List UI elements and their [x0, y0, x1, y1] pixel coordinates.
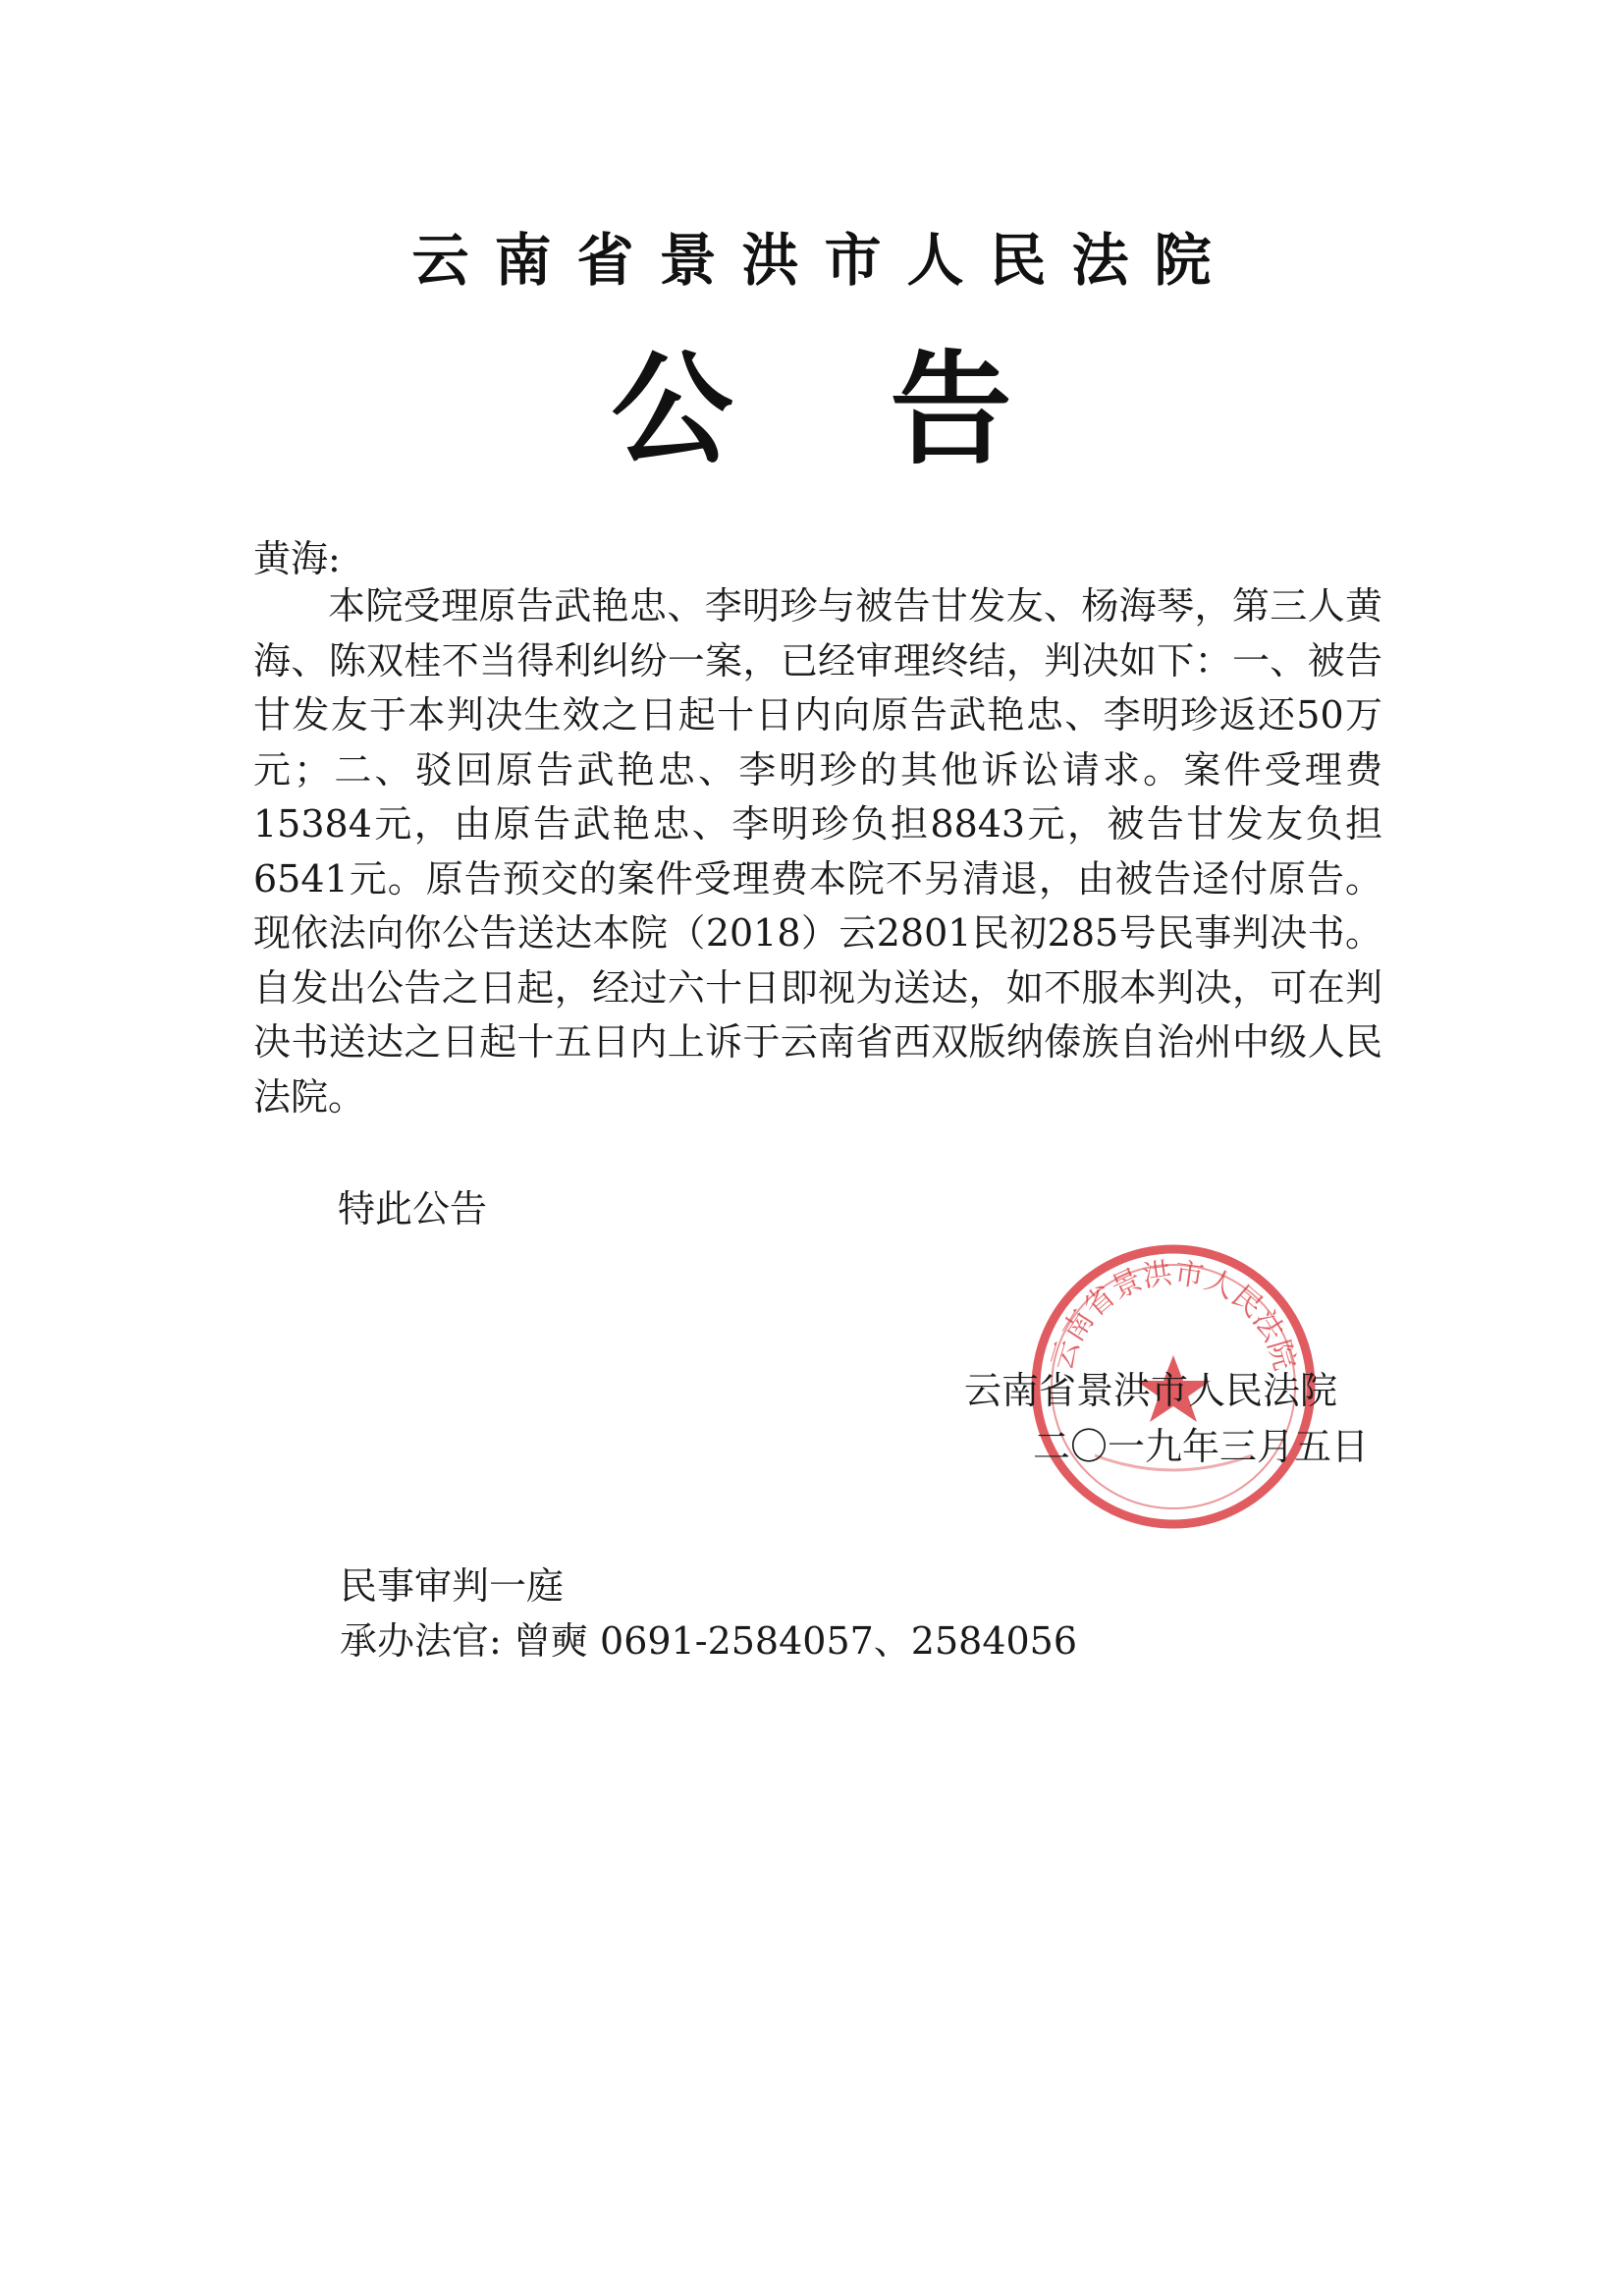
recipient: 黄海:	[253, 537, 341, 580]
seal-text: 云南省景洪市人民法院	[1045, 1256, 1302, 1375]
judge-name: 曾奭	[513, 1619, 588, 1663]
judge-label: 承办法官:	[340, 1619, 502, 1663]
court-name-header: 云南省景洪市人民法院	[411, 227, 1237, 294]
signature-date: 二〇一九年三月五日	[1033, 1425, 1370, 1468]
signature-court: 云南省景洪市人民法院	[964, 1369, 1338, 1412]
notice-body: 本院受理原告武艳忠、李明珍与被告甘发友、杨海琴，第三人黄海、陈双桂不当得利纠纷一案，已经审理终结，判决如下：一、被告甘发友于本判决生效之日起十日内向原告武艳忠、李明珍返还50万元；二、驳回原告武艳忠、李明珍的其他诉讼请求。案件受理费15384元，由原告武艳忠、李明珍负担8843元，被告甘发友负担6541元。原告预交的案件受理费本院不另清退，由被告迳付原告。现依法向你公告送达本院（2018）云2801民初285号民事判决书。自发出公告之日起，经过六十日即视为送达，如不服本判决，可在判决书送达之日起十五日内上诉于云南省西双版纳傣族自治州中级人民法院。	[253, 584, 1382, 1119]
judge-phones: 0691-2584057、2584056	[600, 1619, 1078, 1663]
court-division: 民事审判一庭	[340, 1564, 565, 1608]
judge-contact-line	[340, 1611, 1077, 1665]
notice-title: 公告	[611, 339, 1169, 481]
closing-phrase: 特此公告	[338, 1187, 488, 1230]
